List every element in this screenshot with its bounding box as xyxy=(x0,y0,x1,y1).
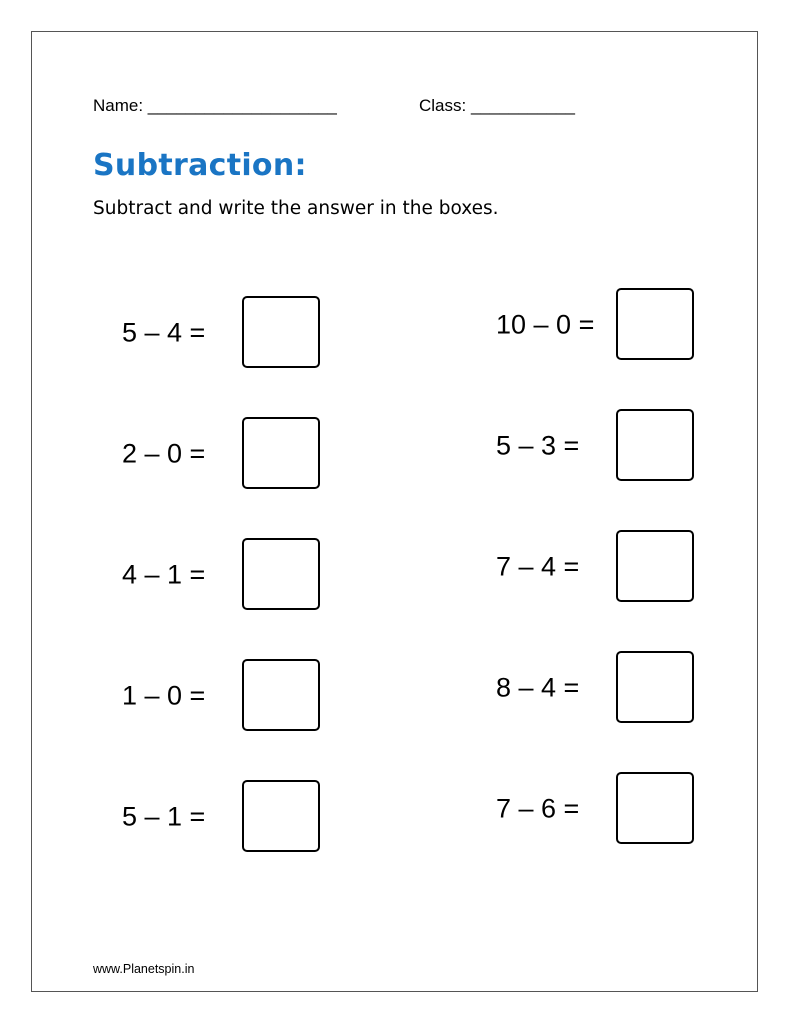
problem-expression: 5 – 3 = xyxy=(496,430,580,461)
problem-expression: 10 – 0 = xyxy=(496,309,595,340)
answer-box[interactable] xyxy=(242,659,320,731)
problem-expression: 7 – 6 = xyxy=(496,793,580,824)
answer-box[interactable] xyxy=(616,409,694,481)
answer-box[interactable] xyxy=(616,530,694,602)
worksheet-title: Subtraction: xyxy=(93,148,307,183)
answer-box[interactable] xyxy=(616,288,694,360)
class-field-label[interactable]: Class: ___________ xyxy=(419,96,575,115)
answer-box[interactable] xyxy=(616,651,694,723)
problem-expression: 5 – 1 = xyxy=(122,801,206,832)
instruction-text: Subtract and write the answer in the boxes. xyxy=(93,198,499,219)
problem-expression: 7 – 4 = xyxy=(496,551,580,582)
problem-expression: 5 – 4 = xyxy=(122,317,206,348)
problem-expression: 8 – 4 = xyxy=(496,672,580,703)
answer-box[interactable] xyxy=(242,538,320,610)
problem-expression: 2 – 0 = xyxy=(122,438,206,469)
answer-box[interactable] xyxy=(242,780,320,852)
problem-expression: 1 – 0 = xyxy=(122,680,206,711)
answer-box[interactable] xyxy=(616,772,694,844)
name-field-label[interactable]: Name: ____________________ xyxy=(93,96,337,115)
answer-box[interactable] xyxy=(242,417,320,489)
problem-expression: 4 – 1 = xyxy=(122,559,206,590)
answer-box[interactable] xyxy=(242,296,320,368)
footer-website: www.Planetspin.in xyxy=(93,962,195,976)
